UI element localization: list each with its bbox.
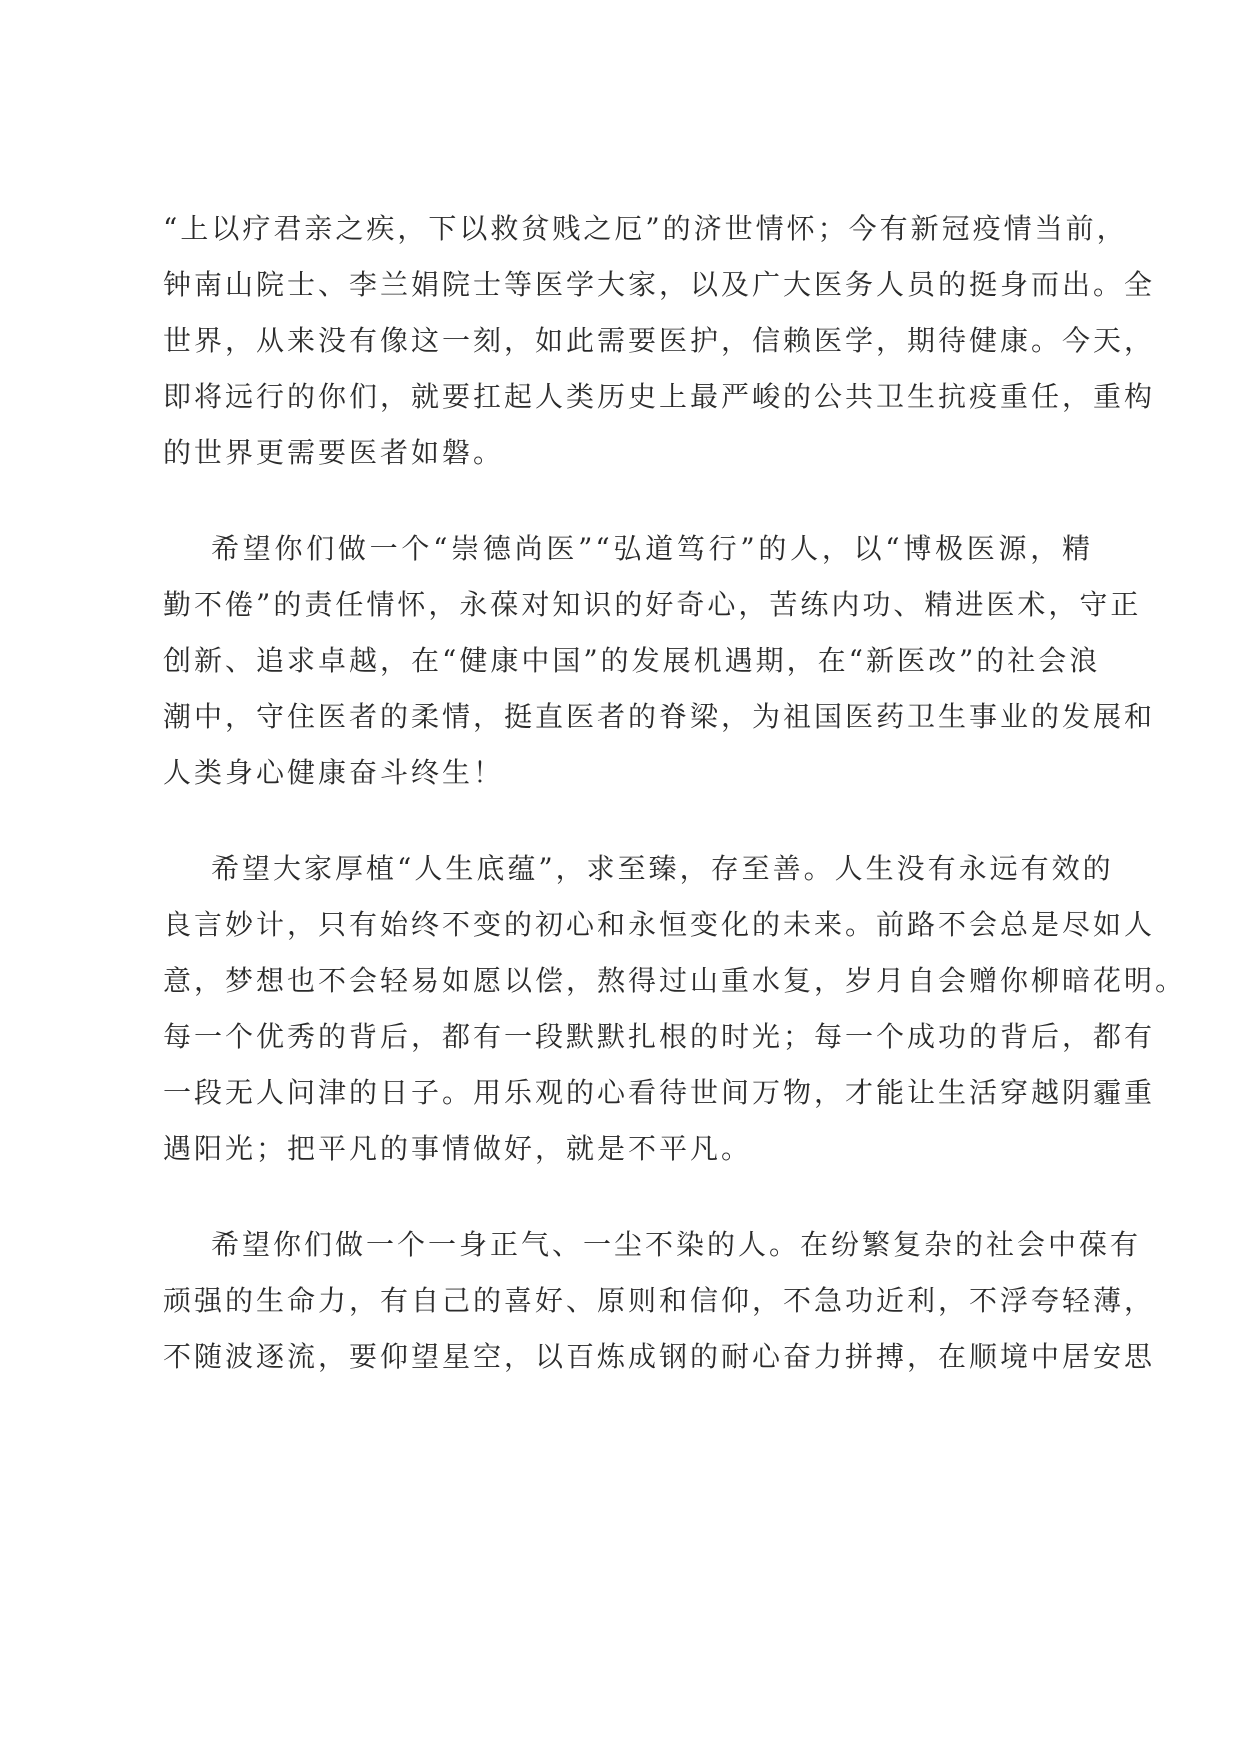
text-line: 钟南山院士、李兰娟院士等医学大家，以及广大医务人员的挺身而出。全	[163, 268, 1156, 301]
text-line: 遇阳光；把平凡的事情做好，就是不平凡。	[163, 1132, 753, 1165]
paragraph-2	[163, 521, 1156, 801]
text-line: 世界，从来没有像这一刻，如此需要医护，信赖医学，期待健康。今天，	[163, 324, 1156, 357]
paragraph-1	[163, 201, 1156, 481]
text-line: 意，梦想也不会轻易如愿以偿，熬得过山重水复，岁月自会赠你柳暗花明。	[163, 964, 1187, 997]
text-line: 人类身心健康奋斗终生！	[163, 756, 505, 789]
text-line: 希望你们做一个“崇德尚医”“弘道笃行”的人，以“博极医源，精	[211, 532, 1093, 565]
text-line: 良言妙计，只有始终不变的初心和永恒变化的未来。前路不会总是尽如人	[163, 908, 1156, 941]
text-line: 勤不倦”的责任情怀，永葆对知识的好奇心，苦练内功、精进医术，守正	[163, 588, 1142, 621]
text-line: 潮中，守住医者的柔情，挺直医者的脊梁，为祖国医药卫生事业的发展和	[163, 700, 1156, 733]
document-body	[163, 201, 1187, 1425]
text-line: 的世界更需要医者如磐。	[163, 436, 505, 469]
text-line: 希望你们做一个一身正气、一尘不染的人。在纷繁复杂的社会中葆有	[211, 1228, 1142, 1261]
paragraph-4	[163, 1217, 1156, 1385]
text-line: 顽强的生命力，有自己的喜好、原则和信仰，不急功近利，不浮夸轻薄，	[163, 1284, 1156, 1317]
text-line: 希望大家厚植“人生底蕴”，求至臻，存至善。人生没有永远有效的	[211, 852, 1114, 885]
text-line: 即将远行的你们，就要扛起人类历史上最严峻的公共卫生抗疫重任，重构	[163, 380, 1156, 413]
text-line: 不随波逐流，要仰望星空，以百炼成钢的耐心奋力拼搏，在顺境中居安思	[163, 1340, 1156, 1373]
text-line: 一段无人问津的日子。用乐观的心看待世间万物，才能让生活穿越阴霾重	[163, 1076, 1156, 1109]
text-line: 每一个优秀的背后，都有一段默默扎根的时光；每一个成功的背后，都有	[163, 1020, 1156, 1053]
text-line: 创新、追求卓越，在“健康中国”的发展机遇期，在“新医改”的社会浪	[163, 644, 1101, 677]
text-line: “上以疗君亲之疾，下以救贫贱之厄”的济世情怀；今有新冠疫情当前，	[163, 212, 1128, 245]
paragraph-3	[163, 841, 1187, 1177]
